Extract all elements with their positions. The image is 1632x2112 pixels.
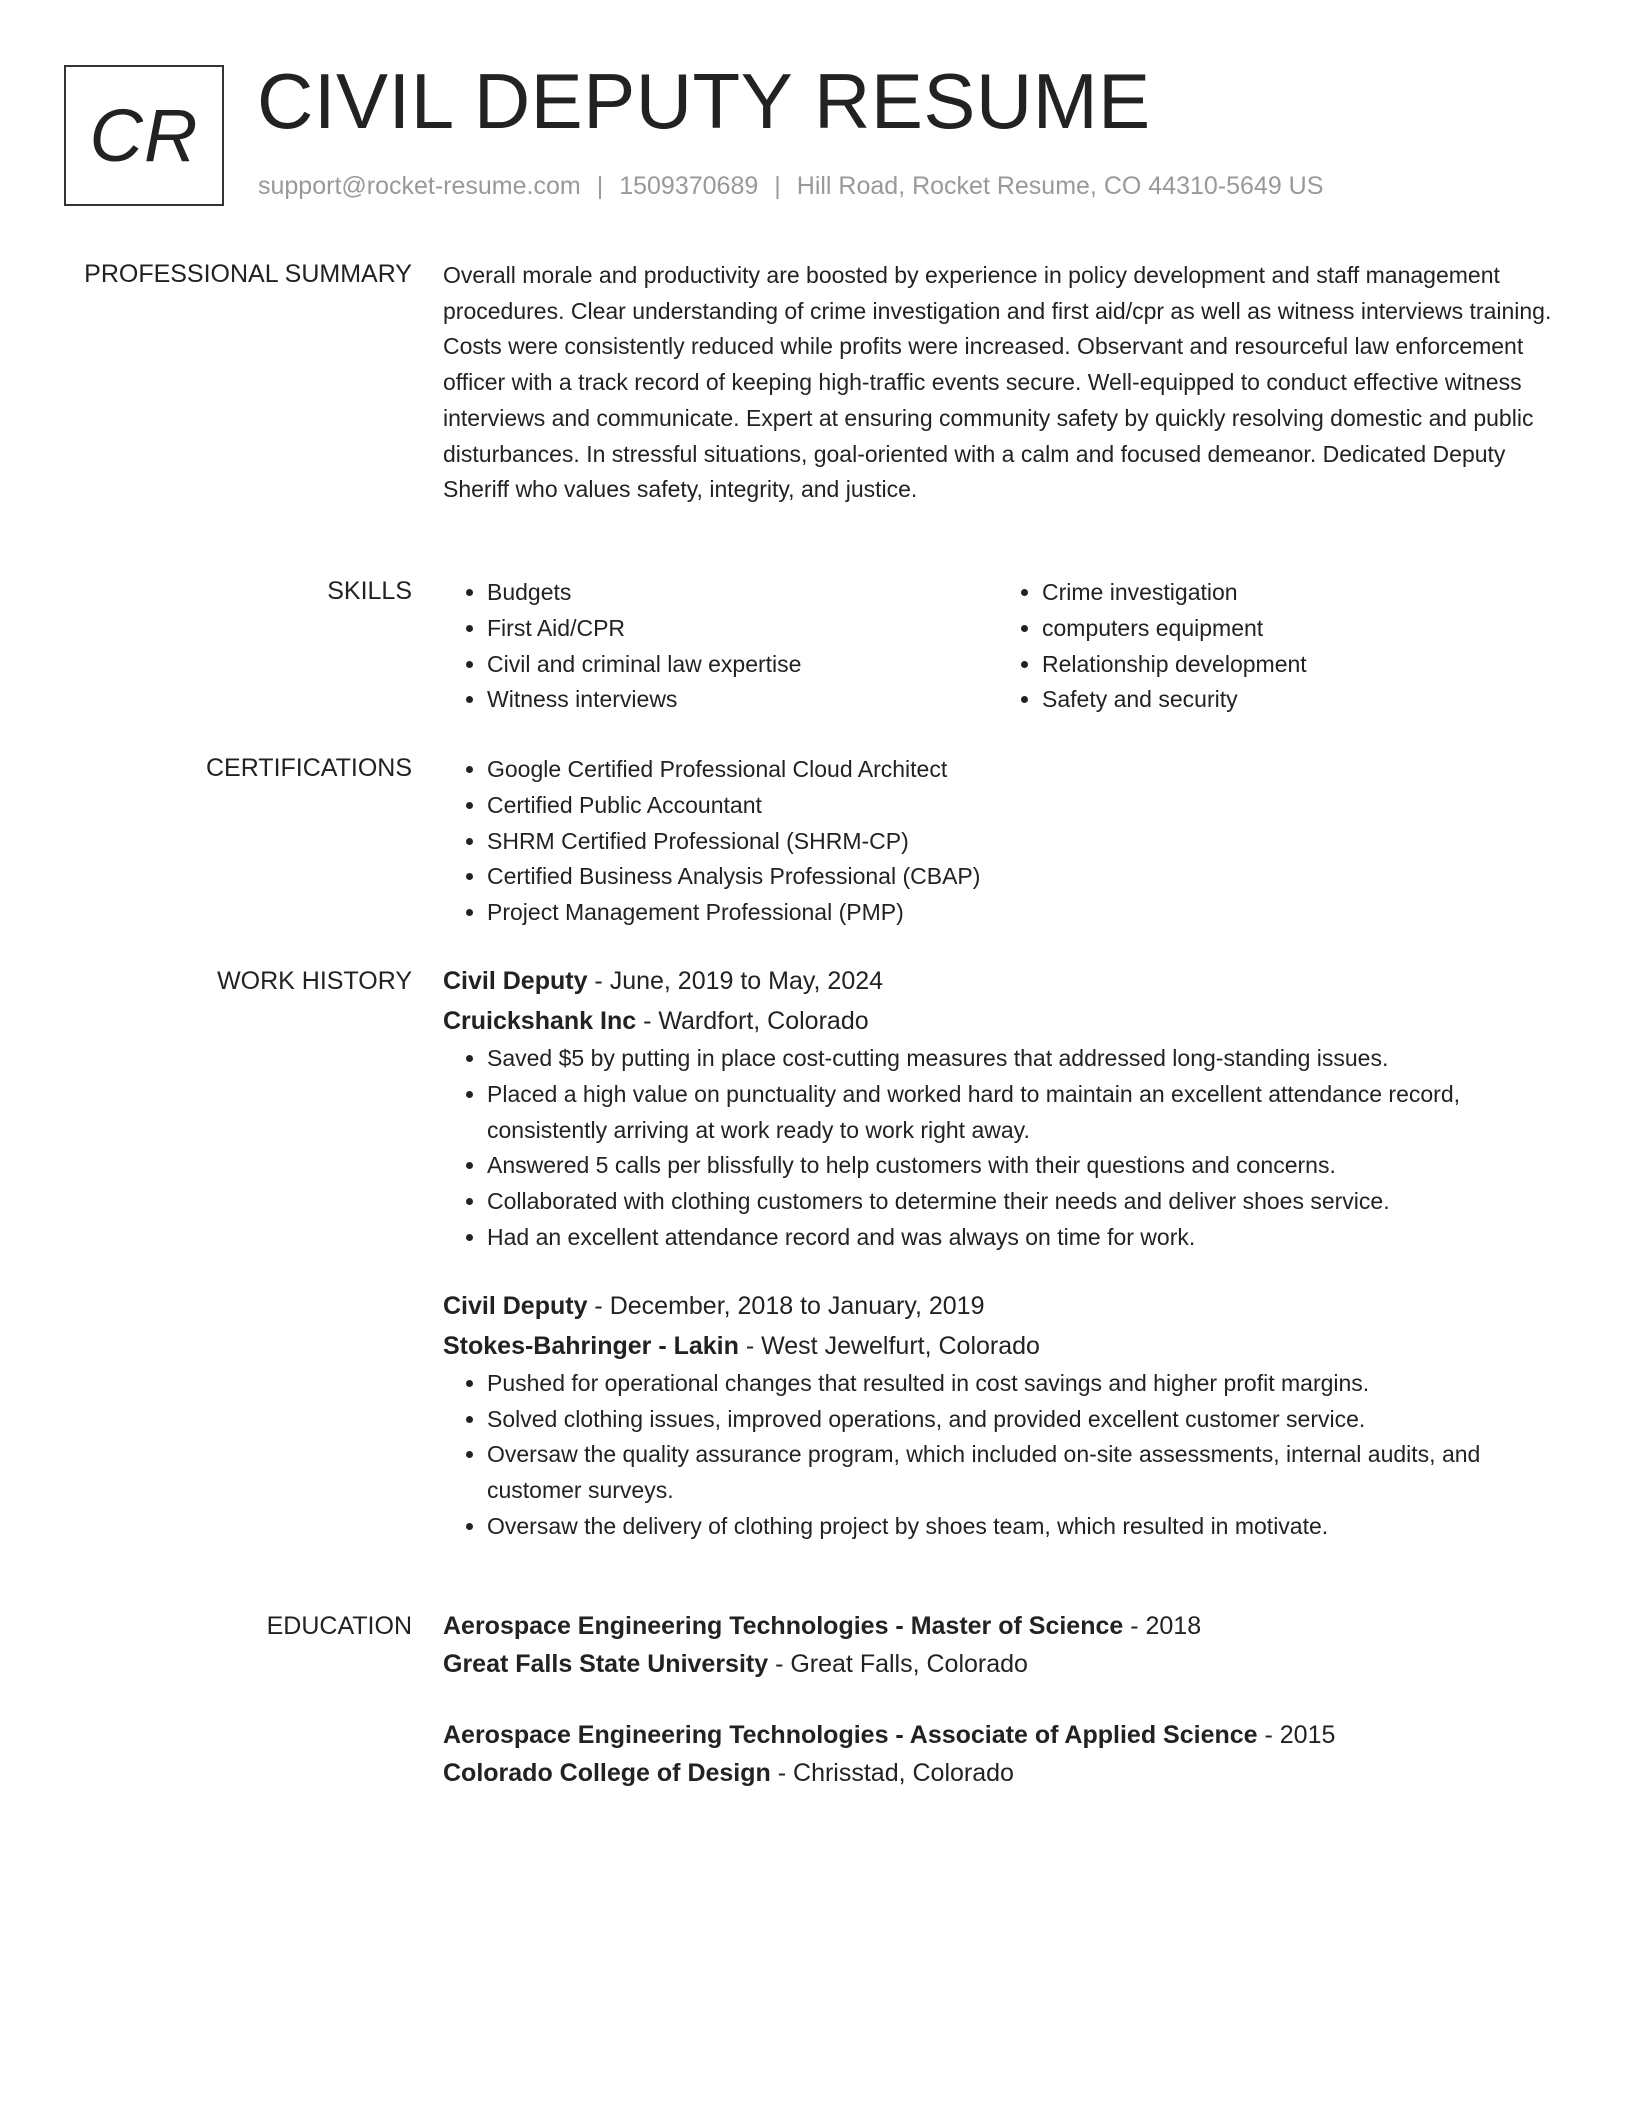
job-entry (443, 1286, 1553, 1545)
education-school: Colorado College of Design (443, 1759, 771, 1787)
education-school-line (443, 1645, 1553, 1683)
skills-list-left (443, 575, 998, 718)
skill-item: • Relationship development (1042, 647, 1553, 683)
job-location: - Wardfort, Colorado (636, 1007, 869, 1035)
education-degree-line (443, 1716, 1553, 1754)
certification-item: • Google Certified Professional Cloud Architect (487, 752, 1553, 788)
skill-item: • Safety and security (1042, 682, 1553, 718)
job-company: Stokes-Bahringer - Lakin (443, 1331, 739, 1360)
job-duty-item: • Had an excellent attendance record and was always on time for work. (487, 1220, 1553, 1256)
resume-title: CIVIL DEPUTY RESUME (257, 57, 1151, 145)
job-dates: - June, 2019 to May, 2024 (587, 967, 884, 995)
job-title: Civil Deputy (443, 967, 588, 995)
job-duty-item: • Placed a high value on punctuality and worked hard to maintain an excellent attendance record, consistently arriving at work ready to work right away. (487, 1077, 1553, 1149)
education-year: - 2018 (1123, 1612, 1202, 1640)
skills-list-right (998, 575, 1553, 718)
job-title-line (443, 961, 1553, 1001)
job-duties-list (443, 1366, 1553, 1545)
education-degree: Aerospace Engineering Technologies - Associate of Applied Science (443, 1721, 1258, 1749)
section-label-skills: SKILLS (327, 577, 412, 605)
skill-item: • First Aid/CPR (487, 611, 998, 647)
education-location: - Chrisstad, Colorado (770, 1759, 1014, 1787)
job-duty-item: • Saved $5 by putting in place cost-cutting measures that addressed long-standing issues. (487, 1041, 1553, 1077)
certification-item: • Project Management Professional (PMP) (487, 895, 1553, 931)
monogram-logo: CR (64, 65, 224, 206)
education-degree-line (443, 1607, 1553, 1645)
skill-item: • Civil and criminal law expertise (487, 647, 998, 683)
job-duty-item: • Oversaw the delivery of clothing project by shoes team, which resulted in motivate. (487, 1509, 1553, 1545)
education-year: - 2015 (1257, 1721, 1336, 1749)
job-company: Cruickshank Inc (443, 1007, 637, 1035)
section-label-education: EDUCATION (266, 1612, 412, 1640)
contact-line (258, 172, 1323, 201)
job-company-line (443, 1326, 1553, 1366)
education-entry (443, 1716, 1553, 1792)
education-degree: Aerospace Engineering Technologies - Master of Science (443, 1612, 1124, 1640)
job-duty-item: • Oversaw the quality assurance program, which included on-site assessments, internal audits, and customer surveys. (487, 1437, 1553, 1509)
job-duty-item: • Answered 5 calls per blissfully to help customers with their questions and concerns. (487, 1148, 1553, 1184)
certification-item: • SHRM Certified Professional (SHRM-CP) (487, 824, 1553, 860)
job-duties-list (443, 1041, 1553, 1256)
education-location: - Great Falls, Colorado (768, 1650, 1028, 1678)
job-dates: - December, 2018 to January, 2019 (587, 1291, 985, 1320)
summary-text: Overall morale and productivity are boosted by experience in policy development and staff management procedures. Clear understanding of crime investigation and first aid/cpr as well as witness interviews training. Costs were consistently reduced while profits were increased. Observant and resourceful law enforcement officer with a track record of keeping high-traffic events secure. Well-equipped to conduct effective witness interviews and communicate. Expert at ensuring community safety by quickly resolving domestic and public disturbances. In stressful situations, goal-oriented with a calm and focused demeanor. Dedicated Deputy Sheriff who values safety, integrity, and justice. (443, 262, 1552, 503)
contact-separator: | (596, 172, 604, 200)
certifications-body (443, 752, 1553, 931)
job-location: - West Jewelfurt, Colorado (738, 1331, 1040, 1360)
job-title: Civil Deputy (443, 1291, 588, 1320)
certifications-list (443, 752, 1553, 931)
section-label-summary: PROFESSIONAL SUMMARY (84, 260, 412, 288)
section-label-work-history: WORK HISTORY (217, 967, 412, 995)
contact-separator: | (774, 172, 781, 200)
section-label-certifications: CERTIFICATIONS (205, 754, 412, 782)
skills-body (443, 575, 1553, 718)
job-title-line (443, 1286, 1553, 1326)
skill-item: • computers equipment (1042, 611, 1553, 647)
education-school: Great Falls State University (443, 1650, 769, 1678)
contact-email: support@rocket-resume.com (258, 172, 581, 200)
job-duty-item: • Solved clothing issues, improved operations, and provided excellent customer service. (487, 1402, 1553, 1438)
job-duty-item: • Pushed for operational changes that resulted in cost savings and higher profit margins. (487, 1366, 1553, 1402)
skill-item: • Crime investigation (1042, 575, 1553, 611)
summary-body (443, 258, 1553, 508)
skill-item: • Budgets (487, 575, 998, 611)
certification-item: • Certified Business Analysis Professional (CBAP) (487, 859, 1553, 895)
contact-phone: 1509370689 (619, 172, 759, 200)
education-school-line (443, 1754, 1553, 1792)
skills-grid (443, 575, 1553, 718)
job-entry (443, 961, 1553, 1256)
job-duty-item: • Collaborated with clothing customers to determine their needs and deliver shoes service. (487, 1184, 1553, 1220)
education-entry (443, 1607, 1553, 1683)
skill-item: • Witness interviews (487, 682, 998, 718)
contact-address: Hill Road, Rocket Resume, CO 44310-5649 US (796, 172, 1324, 200)
certification-item: • Certified Public Accountant (487, 788, 1553, 824)
education-body (443, 1607, 1553, 1792)
job-company-line (443, 1001, 1553, 1041)
work-history-body (443, 961, 1553, 1545)
